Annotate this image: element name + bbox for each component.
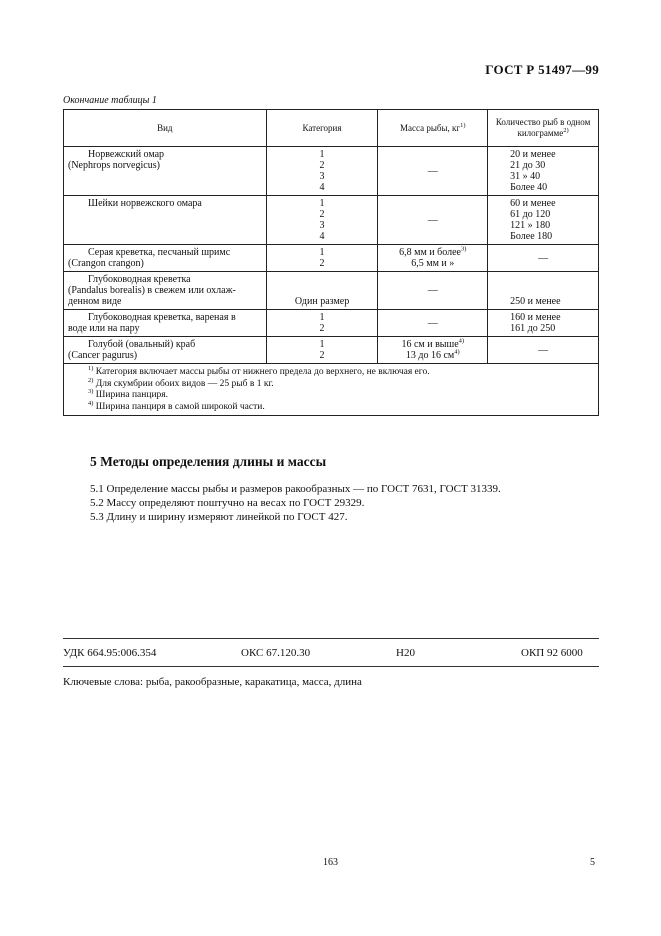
cell-quantity: —: [488, 245, 599, 272]
category-table: [63, 109, 599, 416]
footnote: $^{1)}$ Категория включает массы рыбы от нижнего предела до верхнего, не включая его.: [88, 364, 430, 377]
table-row: [64, 272, 599, 310]
cell-quantity: 250 и менее: [488, 272, 599, 310]
section-title: 5 Методы определения длины и массы: [90, 454, 327, 469]
footnote: $^{4)}$ Ширина панциря в самой широкой части.: [88, 399, 265, 412]
cell-quantity: 60 и менее 61 до 120 121 » 180 Более 180: [488, 196, 599, 245]
cell-quantity: —: [488, 337, 599, 364]
cell-vid: Голубой (овальный) краб (Cancer pagurus): [64, 337, 267, 364]
cell-mass: —: [378, 272, 488, 310]
divider: [63, 638, 599, 639]
section-item: 5.1 Определение массы рыбы и размеров ракообразных — по ГОСТ 7631, ГОСТ 31339.: [90, 483, 501, 495]
section-item: 5.2 Массу определяют поштучно на весах по ГОСТ 29329.: [90, 497, 365, 509]
cell-vid: Серая креветка, песчаный шримс (Crangon crangon): [64, 245, 267, 272]
col-header-mass: Масса рыбы, $кг^{1)}$: [378, 110, 488, 147]
group-code: Н20: [396, 647, 415, 659]
col-header-quantity: Количество рыб в одном килограмме$^{2)}$: [488, 110, 599, 147]
table-caption: Окончание таблицы 1: [63, 95, 157, 106]
cell-vid: Норвежский омар (Nephrops norvegicus): [64, 147, 267, 196]
cell-category: Один размер: [266, 272, 378, 310]
cell-category: 1 2: [266, 245, 378, 272]
page-number-left: 163: [323, 857, 338, 868]
cell-quantity: 160 и менее 161 до 250: [488, 310, 599, 337]
cell-mass: —: [378, 196, 488, 245]
cell-category: 1 2: [266, 337, 378, 364]
col-header-vid: Вид: [64, 110, 267, 147]
table-row: [64, 147, 599, 196]
page-number-right: 5: [590, 857, 595, 868]
keywords: Ключевые слова: рыба, ракообразные, каракатица, масса, длина: [63, 676, 362, 688]
divider: [63, 666, 599, 667]
cell-category: 1 2 3 4: [266, 196, 378, 245]
document-id: ГОСТ Р 51497—99: [485, 62, 599, 77]
table-header-row: [64, 110, 599, 147]
col-header-category: Категория: [266, 110, 378, 147]
table-row: [64, 196, 599, 245]
cell-category: 1 2 3 4: [266, 147, 378, 196]
table-row: [64, 245, 599, 272]
oks-code: ОКС 67.120.30: [241, 647, 311, 659]
footnote: $^{2)}$ Для скумбрии обоих видов — 25 рыб в 1 кг.: [88, 376, 274, 389]
footnote: $^{3)}$ Ширина панциря.: [88, 387, 169, 400]
cell-vid: Шейки норвежского омара: [64, 196, 267, 245]
cell-quantity: 20 и менее 21 до 30 31 » 40 Более 40: [488, 147, 599, 196]
cell-mass: —: [378, 147, 488, 196]
table-row: [64, 310, 599, 337]
udk-code: УДК 664.95:006.354: [63, 647, 157, 659]
table-footnotes: [64, 364, 599, 416]
cell-vid: Глубоководная креветка (Pandalus borealis) в свежем или охлаж- денном виде: [64, 272, 267, 310]
cell-mass: —: [378, 310, 488, 337]
cell-mass: 6,8 мм и более$^{3)}$ 6,5 мм и »: [378, 245, 488, 272]
cell-category: 1 2: [266, 310, 378, 337]
section-item: 5.3 Длину и ширину измеряют линейкой по ГОСТ 427.: [90, 511, 348, 523]
okp-code: ОКП 92 6000: [521, 647, 583, 659]
table-row: [64, 337, 599, 364]
cell-mass: 16 см и выше$^{4)}$ 13 до 16 $см^{4)}$: [378, 337, 488, 364]
cell-vid: Глубоководная креветка, вареная в воде или на пару: [64, 310, 267, 337]
